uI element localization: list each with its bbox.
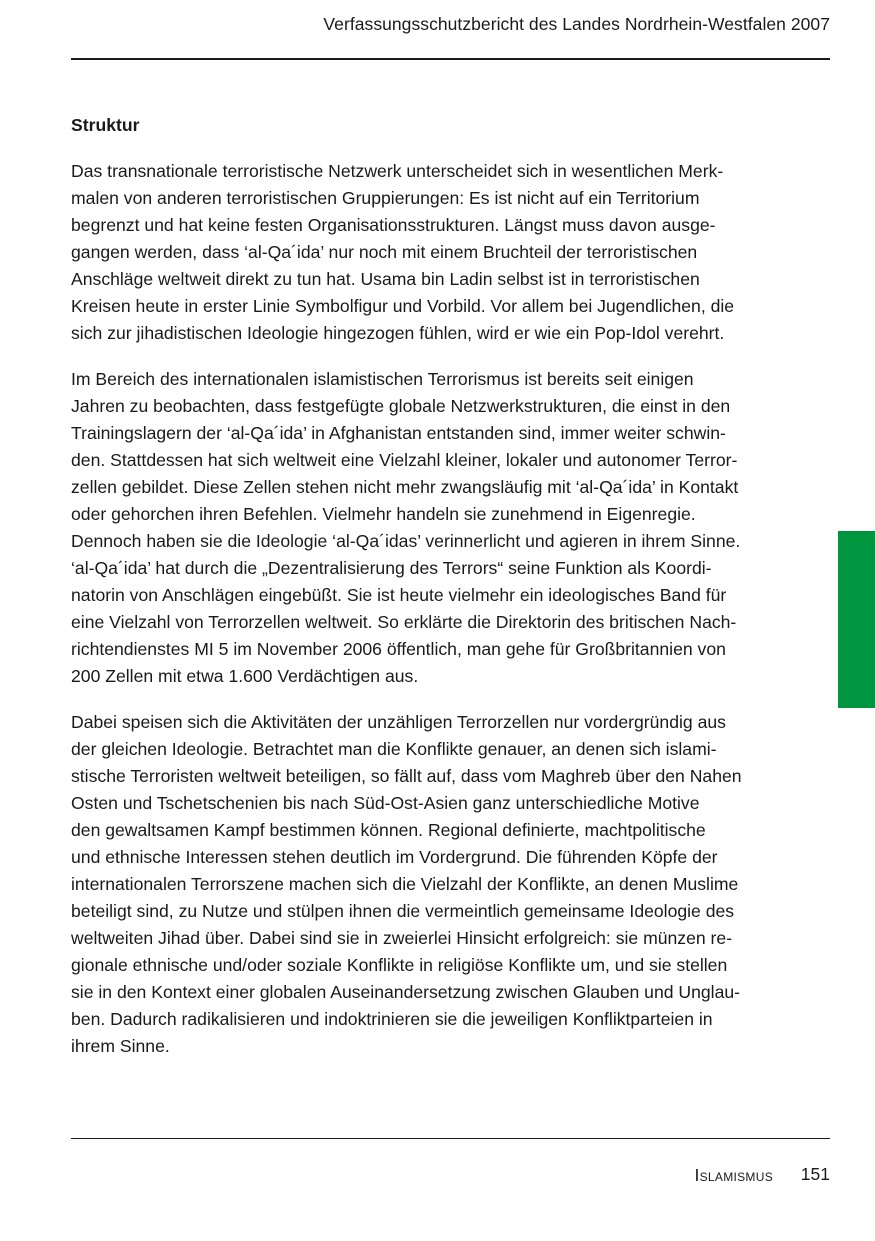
text-line: Dabei speisen sich die Aktivitäten der unzähligen Terrorzellen nur vordergründig aus (71, 712, 726, 732)
text-line: gangen werden, dass ‘al-Qa´ida’ nur noch mit einem Bruchteil der terroristischen (71, 242, 698, 262)
text-line: Trainingslagern der ‘al-Qa´ida’ in Afghanistan entstanden sind, immer weiter schwin- (71, 423, 726, 443)
text-line: ben. Dadurch radikalisieren und indoktrinieren sie die jeweiligen Konfliktparteien in (71, 1009, 713, 1029)
text-line: Kreisen heute in erster Linie Symbolfigur und Vorbild. Vor allem bei Jugendlichen, die (71, 296, 735, 316)
footer-divider (71, 1138, 830, 1139)
text-line: beteiligt sind, zu Nutze und stülpen ihnen die vermeintlich gemeinsame Ideologie des (71, 901, 735, 921)
paragraph-3 (71, 709, 787, 1060)
text-line: natorin von Anschlägen eingebüßt. Sie ist heute vielmehr ein ideologisches Band für (71, 585, 727, 605)
page-number: 151 (800, 1164, 830, 1184)
text-line: richtendienstes MI 5 im November 2006 öffentlich, man gehe für Großbritannien von (71, 639, 726, 659)
text-line: weltweiten Jihad über. Dabei sind sie in zweierlei Hinsicht erfolgreich: sie münzen re- (71, 928, 733, 948)
text-line: internationalen Terrorszene machen sich die Vielzahl der Konflikte, an denen Muslime (71, 874, 739, 894)
page-content (71, 112, 787, 1079)
text-line: Jahren zu beobachten, dass festgefügte globale Netzwerkstrukturen, die einst in den (71, 396, 731, 416)
text-line: sie in den Kontext einer globalen Auseinandersetzung zwischen Glauben und Unglau- (71, 982, 741, 1002)
text-line: den. Stattdessen hat sich weltweit eine Vielzahl kleiner, lokaler und autonomer Terror- (71, 450, 738, 470)
text-line: 200 Zellen mit etwa 1.600 Verdächtigen aus. (71, 666, 419, 686)
text-line: zellen gebildet. Diese Zellen stehen nicht mehr zwangsläufig mit ‘al-Qa´ida’ in Kontakt (71, 477, 739, 497)
text-line: stische Terroristen weltweit beteiligen, so fällt auf, dass vom Maghreb über den Nahen (71, 766, 742, 786)
text-line: der gleichen Ideologie. Betrachtet man die Konflikte genauer, an denen sich islami- (71, 739, 717, 759)
text-line: begrenzt und hat keine festen Organisationsstrukturen. Längst muss davon ausge- (71, 215, 716, 235)
paragraph-1 (71, 158, 787, 347)
running-header-title: Verfassungsschutzbericht des Landes Nordrhein-Westfalen 2007 (323, 14, 830, 34)
text-line: oder gehorchen ihren Befehlen. Vielmehr handeln sie zunehmend in Eigenregie. (71, 504, 696, 524)
text-line: malen von anderen terroristischen Gruppierungen: Es ist nicht auf ein Territorium (71, 188, 700, 208)
text-line: Das transnationale terroristische Netzwerk unterscheidet sich in wesentlichen Merk- (71, 161, 724, 181)
chapter-thumb-tab (838, 531, 875, 708)
text-line: Anschläge weltweit direkt zu tun hat. Usama bin Ladin selbst ist in terroristischen (71, 269, 700, 289)
text-line: den gewaltsamen Kampf bestimmen können. Regional definierte, machtpolitische (71, 820, 706, 840)
section-heading: Struktur (71, 115, 140, 135)
text-line: eine Vielzahl von Terrorzellen weltweit. So erklärte die Direktorin des britischen Nach- (71, 612, 737, 632)
text-line: sich zur jihadistischen Ideologie hingezogen fühlen, wird er wie ein Pop-Idol verehrt. (71, 323, 725, 343)
text-line: Dennoch haben sie die Ideologie ‘al-Qa´idas’ verinnerlicht und agieren in ihrem Sinne. (71, 531, 741, 551)
text-line: gionale ethnische und/oder soziale Konflikte in religiöse Konflikte um, und sie stellen (71, 955, 728, 975)
text-line: und ethnische Interessen stehen deutlich im Vordergrund. Die führenden Köpfe der (71, 847, 718, 867)
text-line: ‘al-Qa´ida’ hat durch die „Dezentralisierung des Terrors“ seine Funktion als Koordi- (71, 558, 712, 578)
footer-section-name: Islamismus (694, 1165, 773, 1185)
header-divider (71, 58, 830, 60)
text-line: Im Bereich des internationalen islamistischen Terrorismus ist bereits seit einigen (71, 369, 694, 389)
paragraph-2 (71, 366, 787, 690)
text-line: ihrem Sinne. (71, 1036, 170, 1056)
text-line: Osten und Tschetschenien bis nach Süd-Ost-Asien ganz unterschiedliche Motive (71, 793, 700, 813)
